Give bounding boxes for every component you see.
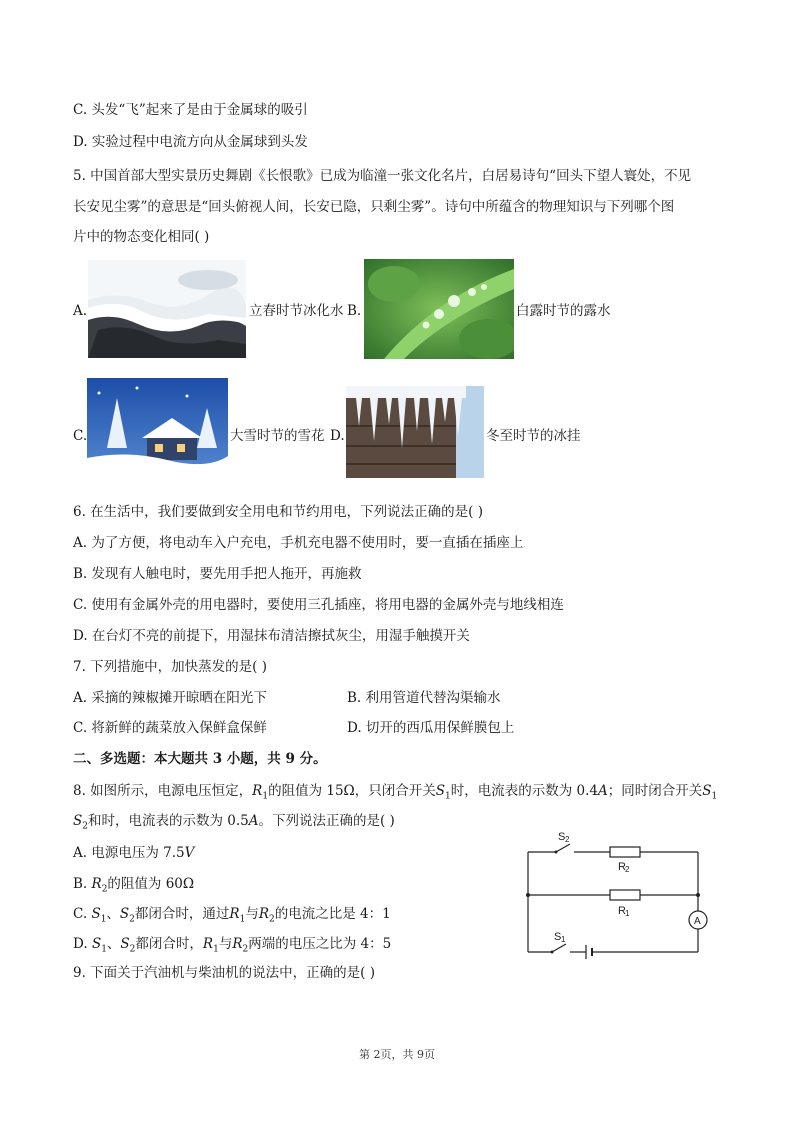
q5-option-b-letter: B. — [347, 303, 362, 319]
svg-text:S: S — [554, 931, 562, 943]
q5-option-c-letter: C. — [73, 428, 88, 444]
svg-text:2: 2 — [625, 865, 630, 874]
q8-option-a: A. 电源电压为 7.5V — [73, 845, 195, 861]
q5-option-d-letter: D. — [330, 428, 345, 444]
section-heading-multiple-choice: 二、多选题：本大题共 3 小题，共 9 分。 — [73, 751, 327, 767]
q5-stem-line3: 片中的物态变化相同( ) — [73, 229, 210, 245]
q5-stem-line1: 5. 中国首部大型实景历史舞剧《长恨歌》已成为临潼一张文化名片，白居易诗句“回头下望人寰处，不见 — [73, 168, 692, 184]
q9-stem: 9. 下面关于汽油机与柴油机的说法中，正确的是( ) — [73, 965, 375, 981]
q5-image-icicles — [346, 386, 484, 478]
q5-image-ice-melting — [88, 260, 246, 358]
q8-stem-line2: $S_2$和时，电流表的示数为 0.5A。下列说法正确的是( ) — [73, 813, 395, 832]
q8-option-c: C. $S_1$、$S_2$都闭合时，通过$R_1$与$R_2$的电流之比是 4：1 — [73, 906, 391, 925]
q6-option-b: B. 发现有人触电时，要先用手把人拖开，再施救 — [73, 566, 362, 582]
circuit-label-r1 — [618, 905, 630, 918]
q7-option-c: C. 将新鲜的蔬菜放入保鲜盒保鲜 — [73, 720, 267, 736]
q5-option-a-letter: A. — [73, 303, 88, 319]
q5-option-c-text: 大雪时节的雪花 — [230, 428, 325, 444]
q7-stem: 7. 下列措施中，加快蒸发的是( ) — [73, 659, 267, 675]
ammeter-symbol-label: A — [694, 916, 701, 927]
q7-option-d: D. 切开的西瓜用保鲜膜包上 — [347, 720, 515, 736]
svg-text:1: 1 — [625, 909, 630, 918]
q6-option-c: C. 使用有金属外壳的用电器时，要使用三孔插座，将用电器的金属外壳与地线相连 — [73, 597, 564, 613]
q6-option-d: D. 在台灯不亮的前提下，用湿抹布清洁擦拭灰尘，用湿手触摸开关 — [73, 628, 470, 644]
svg-text:R: R — [618, 861, 626, 873]
svg-text:S: S — [558, 831, 566, 843]
circuit-label-s1 — [554, 931, 566, 944]
q5-option-a-text: 立春时节冰化水 — [249, 303, 344, 319]
page-footer: 第 2页，共 9页 — [359, 1048, 435, 1061]
q8-option-b: B. $R_2$的阻值为 60Ω — [73, 876, 195, 895]
q7-option-a: A. 采摘的辣椒摊开晾晒在阳光下 — [73, 690, 267, 706]
circuit-label-s2 — [558, 831, 570, 844]
q8-circuit-diagram — [518, 828, 714, 964]
q8-option-d: D. $S_1$、$S_2$都闭合时，$R_1$与$R_2$两端的电压之比为 4：5 — [73, 936, 392, 955]
q4-option-c: C. 头发“飞”起来了是由于金属球的吸引 — [73, 102, 308, 118]
q6-stem: 6. 在生活中，我们要做到安全用电和节约用电，下列说法正确的是( ) — [73, 504, 483, 520]
q5-option-b-text: 白露时节的露水 — [516, 303, 611, 319]
q7-option-b: B. 利用管道代替沟渠输水 — [347, 690, 501, 706]
svg-text:R: R — [618, 905, 626, 917]
q6-option-a: A. 为了方便，将电动车入户充电，手机充电器不使用时，要一直插在插座上 — [73, 535, 524, 551]
svg-text:2: 2 — [565, 835, 570, 844]
q5-option-d-text: 冬至时节的冰挂 — [486, 428, 581, 444]
circuit-label-r2 — [618, 861, 630, 874]
q8-stem-line1: 8. 如图所示，电源电压恒定，$R_1$的阻值为 15Ω，只闭合开关$S_1$时，电流表的示数为 0.4A；同时闭合开关$S_1$ — [73, 783, 718, 802]
q4-option-d: D. 实验过程中电流方向从金属球到头发 — [73, 134, 308, 150]
q5-image-dew — [364, 259, 514, 359]
q5-image-snow-house — [87, 378, 228, 486]
q5-stem-line2: 长安见尘雾”的意思是“回头俯视人间，长安已隐，只剩尘雾”。诗句中所蕴含的物理知识与下列哪个图 — [73, 199, 675, 215]
svg-text:1: 1 — [561, 935, 566, 944]
